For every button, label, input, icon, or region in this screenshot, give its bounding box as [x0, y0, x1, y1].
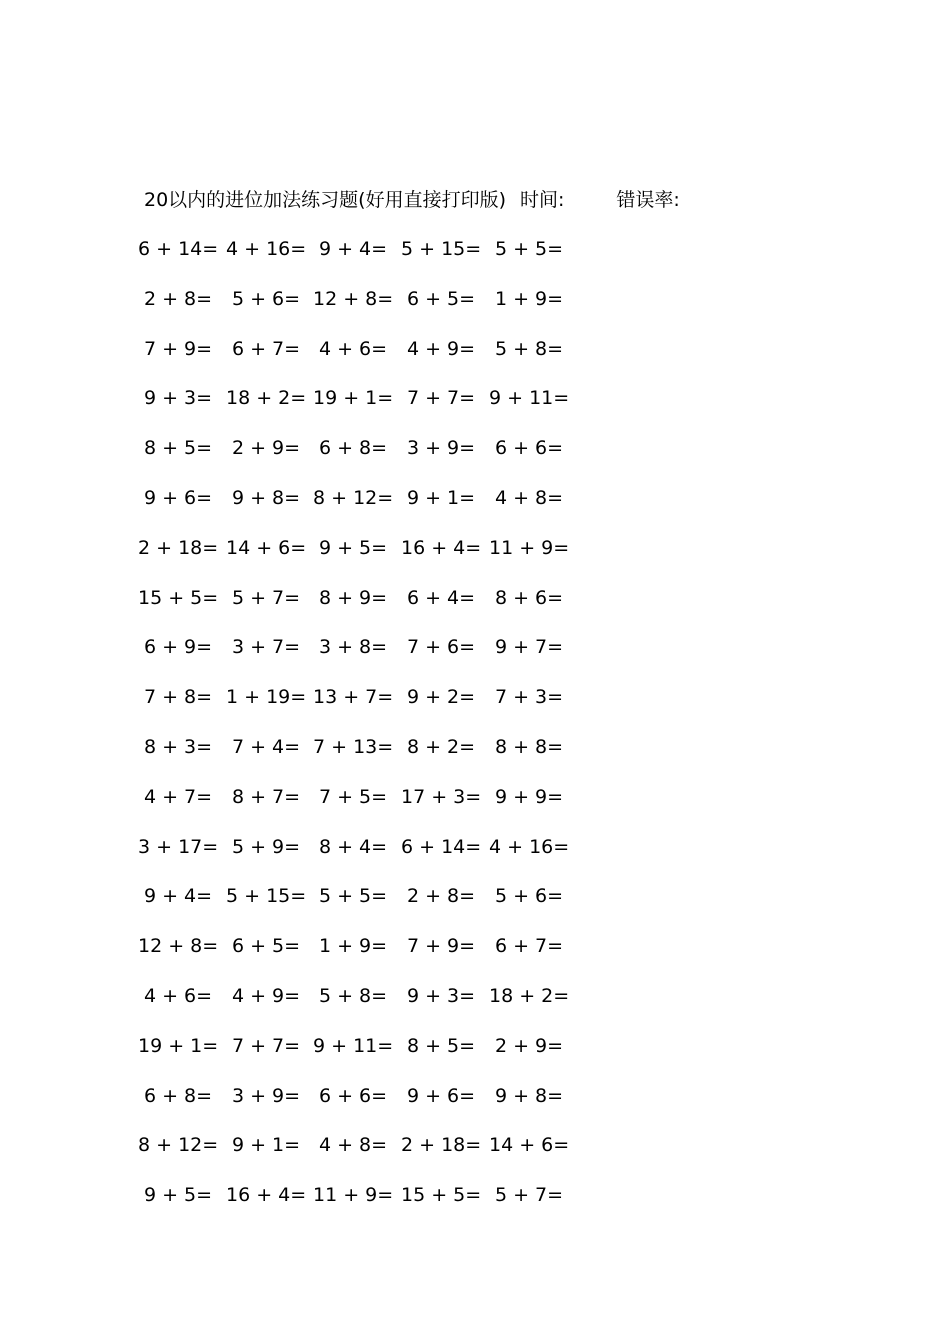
addition-problem: 9 + 8= [494, 1084, 564, 1107]
addition-problem: 18 + 2= [489, 984, 570, 1007]
addition-problem: 7 + 4= [231, 735, 301, 758]
addition-problem: 8 + 4= [318, 835, 388, 858]
addition-problem: 4 + 9= [231, 984, 301, 1007]
addition-problem: 15 + 5= [138, 586, 219, 609]
addition-problem: 17 + 3= [401, 785, 482, 808]
addition-problem: 8 + 2= [406, 735, 476, 758]
addition-problem: 6 + 7= [494, 935, 564, 958]
worksheet-header [144, 186, 680, 214]
addition-problem: 5 + 15= [401, 238, 482, 260]
addition-problem: 6 + 8= [318, 437, 388, 460]
addition-problem: 7 + 9= [143, 337, 213, 360]
addition-problem: 5 + 8= [494, 337, 564, 360]
addition-problem: 7 + 3= [494, 686, 564, 709]
addition-problem: 4 + 16= [489, 835, 570, 858]
addition-problem: 16 + 4= [401, 536, 482, 559]
addition-problem: 5 + 6= [494, 885, 564, 908]
addition-problem: 1 + 9= [494, 287, 564, 310]
addition-problem: 4 + 8= [318, 1134, 388, 1157]
addition-problem: 4 + 8= [494, 486, 564, 509]
addition-problem: 1 + 9= [318, 935, 388, 958]
time-label: 时间: [520, 189, 565, 211]
problem-row [144, 883, 604, 933]
addition-problem: 5 + 7= [494, 1184, 564, 1207]
addition-problem: 9 + 8= [231, 486, 301, 509]
addition-problem: 6 + 8= [143, 1084, 213, 1107]
problem-row [138, 1132, 604, 1182]
addition-problem: 1 + 19= [226, 686, 307, 709]
addition-problem: 9 + 11= [313, 1034, 394, 1057]
problem-row [144, 336, 604, 386]
problem-grid [138, 236, 604, 1232]
problem-row [138, 1033, 604, 1083]
addition-problem: 7 + 7= [406, 387, 476, 410]
addition-problem: 5 + 15= [226, 885, 307, 908]
addition-problem: 6 + 5= [231, 935, 301, 958]
addition-problem: 8 + 5= [406, 1034, 476, 1057]
addition-problem: 5 + 9= [231, 835, 301, 858]
worksheet-title: 20以内的进位加法练习题(好用直接打印版) [144, 189, 507, 211]
addition-problem: 7 + 9= [406, 935, 476, 958]
addition-problem: 6 + 7= [231, 337, 301, 360]
addition-problem: 9 + 7= [494, 636, 564, 659]
problem-row [144, 784, 604, 834]
addition-problem: 6 + 6= [494, 437, 564, 460]
addition-problem: 9 + 5= [143, 1184, 213, 1207]
addition-problem: 4 + 16= [226, 238, 307, 260]
addition-problem: 2 + 18= [401, 1134, 482, 1157]
error-rate-label: 错误率: [616, 189, 680, 211]
addition-problem: 6 + 9= [143, 636, 213, 659]
addition-problem: 3 + 9= [231, 1084, 301, 1107]
problem-row [144, 435, 604, 485]
addition-problem: 7 + 8= [143, 686, 213, 709]
addition-problem: 9 + 1= [406, 486, 476, 509]
addition-problem: 8 + 3= [143, 735, 213, 758]
addition-problem: 14 + 6= [489, 1134, 570, 1157]
addition-problem: 5 + 8= [318, 984, 388, 1007]
addition-problem: 4 + 6= [143, 984, 213, 1007]
addition-problem: 18 + 2= [226, 387, 307, 410]
addition-problem: 9 + 4= [318, 238, 388, 260]
addition-problem: 9 + 5= [318, 536, 388, 559]
addition-problem: 6 + 14= [401, 835, 482, 858]
problem-row [138, 834, 604, 884]
addition-problem: 2 + 8= [406, 885, 476, 908]
addition-problem: 11 + 9= [313, 1184, 394, 1207]
problem-row [144, 1083, 604, 1133]
problem-row [144, 983, 604, 1033]
addition-problem: 9 + 3= [143, 387, 213, 410]
addition-problem: 2 + 9= [494, 1034, 564, 1057]
addition-problem: 8 + 7= [231, 785, 301, 808]
addition-problem: 9 + 2= [406, 686, 476, 709]
addition-problem: 6 + 6= [318, 1084, 388, 1107]
addition-problem: 5 + 5= [494, 238, 564, 260]
addition-problem: 9 + 9= [494, 785, 564, 808]
problem-row [144, 634, 604, 684]
addition-problem: 15 + 5= [401, 1184, 482, 1207]
addition-problem: 3 + 9= [406, 437, 476, 460]
addition-problem: 12 + 8= [138, 935, 219, 958]
addition-problem: 3 + 8= [318, 636, 388, 659]
addition-problem: 5 + 5= [318, 885, 388, 908]
addition-problem: 4 + 7= [143, 785, 213, 808]
problem-row [138, 236, 604, 286]
addition-problem: 11 + 9= [489, 536, 570, 559]
problem-row [144, 385, 604, 435]
addition-problem: 6 + 14= [138, 238, 219, 260]
addition-problem: 4 + 6= [318, 337, 388, 360]
addition-problem: 14 + 6= [226, 536, 307, 559]
addition-problem: 2 + 9= [231, 437, 301, 460]
addition-problem: 8 + 12= [313, 486, 394, 509]
problem-row [144, 1182, 604, 1232]
addition-problem: 7 + 7= [231, 1034, 301, 1057]
addition-problem: 19 + 1= [313, 387, 394, 410]
addition-problem: 9 + 6= [143, 486, 213, 509]
addition-problem: 4 + 9= [406, 337, 476, 360]
problem-row [138, 535, 604, 585]
problem-row [138, 933, 604, 983]
addition-problem: 19 + 1= [138, 1034, 219, 1057]
addition-problem: 3 + 7= [231, 636, 301, 659]
addition-problem: 9 + 3= [406, 984, 476, 1007]
addition-problem: 9 + 1= [231, 1134, 301, 1157]
addition-problem: 7 + 13= [313, 735, 394, 758]
addition-problem: 8 + 9= [318, 586, 388, 609]
addition-problem: 9 + 6= [406, 1084, 476, 1107]
addition-problem: 8 + 5= [143, 437, 213, 460]
addition-problem: 6 + 4= [406, 586, 476, 609]
addition-problem: 8 + 6= [494, 586, 564, 609]
addition-problem: 2 + 18= [138, 536, 219, 559]
problem-row [144, 485, 604, 535]
addition-problem: 3 + 17= [138, 835, 219, 858]
addition-problem: 13 + 7= [313, 686, 394, 709]
addition-problem: 2 + 8= [143, 287, 213, 310]
addition-problem: 7 + 6= [406, 636, 476, 659]
problem-row [144, 734, 604, 784]
addition-problem: 9 + 4= [143, 885, 213, 908]
addition-problem: 7 + 5= [318, 785, 388, 808]
addition-problem: 5 + 7= [231, 586, 301, 609]
addition-problem: 8 + 12= [138, 1134, 219, 1157]
addition-problem: 8 + 8= [494, 735, 564, 758]
addition-problem: 5 + 6= [231, 287, 301, 310]
addition-problem: 16 + 4= [226, 1184, 307, 1207]
problem-row [138, 585, 604, 635]
addition-problem: 12 + 8= [313, 287, 394, 310]
addition-problem: 6 + 5= [406, 287, 476, 310]
addition-problem: 9 + 11= [489, 387, 570, 410]
problem-row [144, 286, 604, 336]
problem-row [144, 684, 604, 734]
